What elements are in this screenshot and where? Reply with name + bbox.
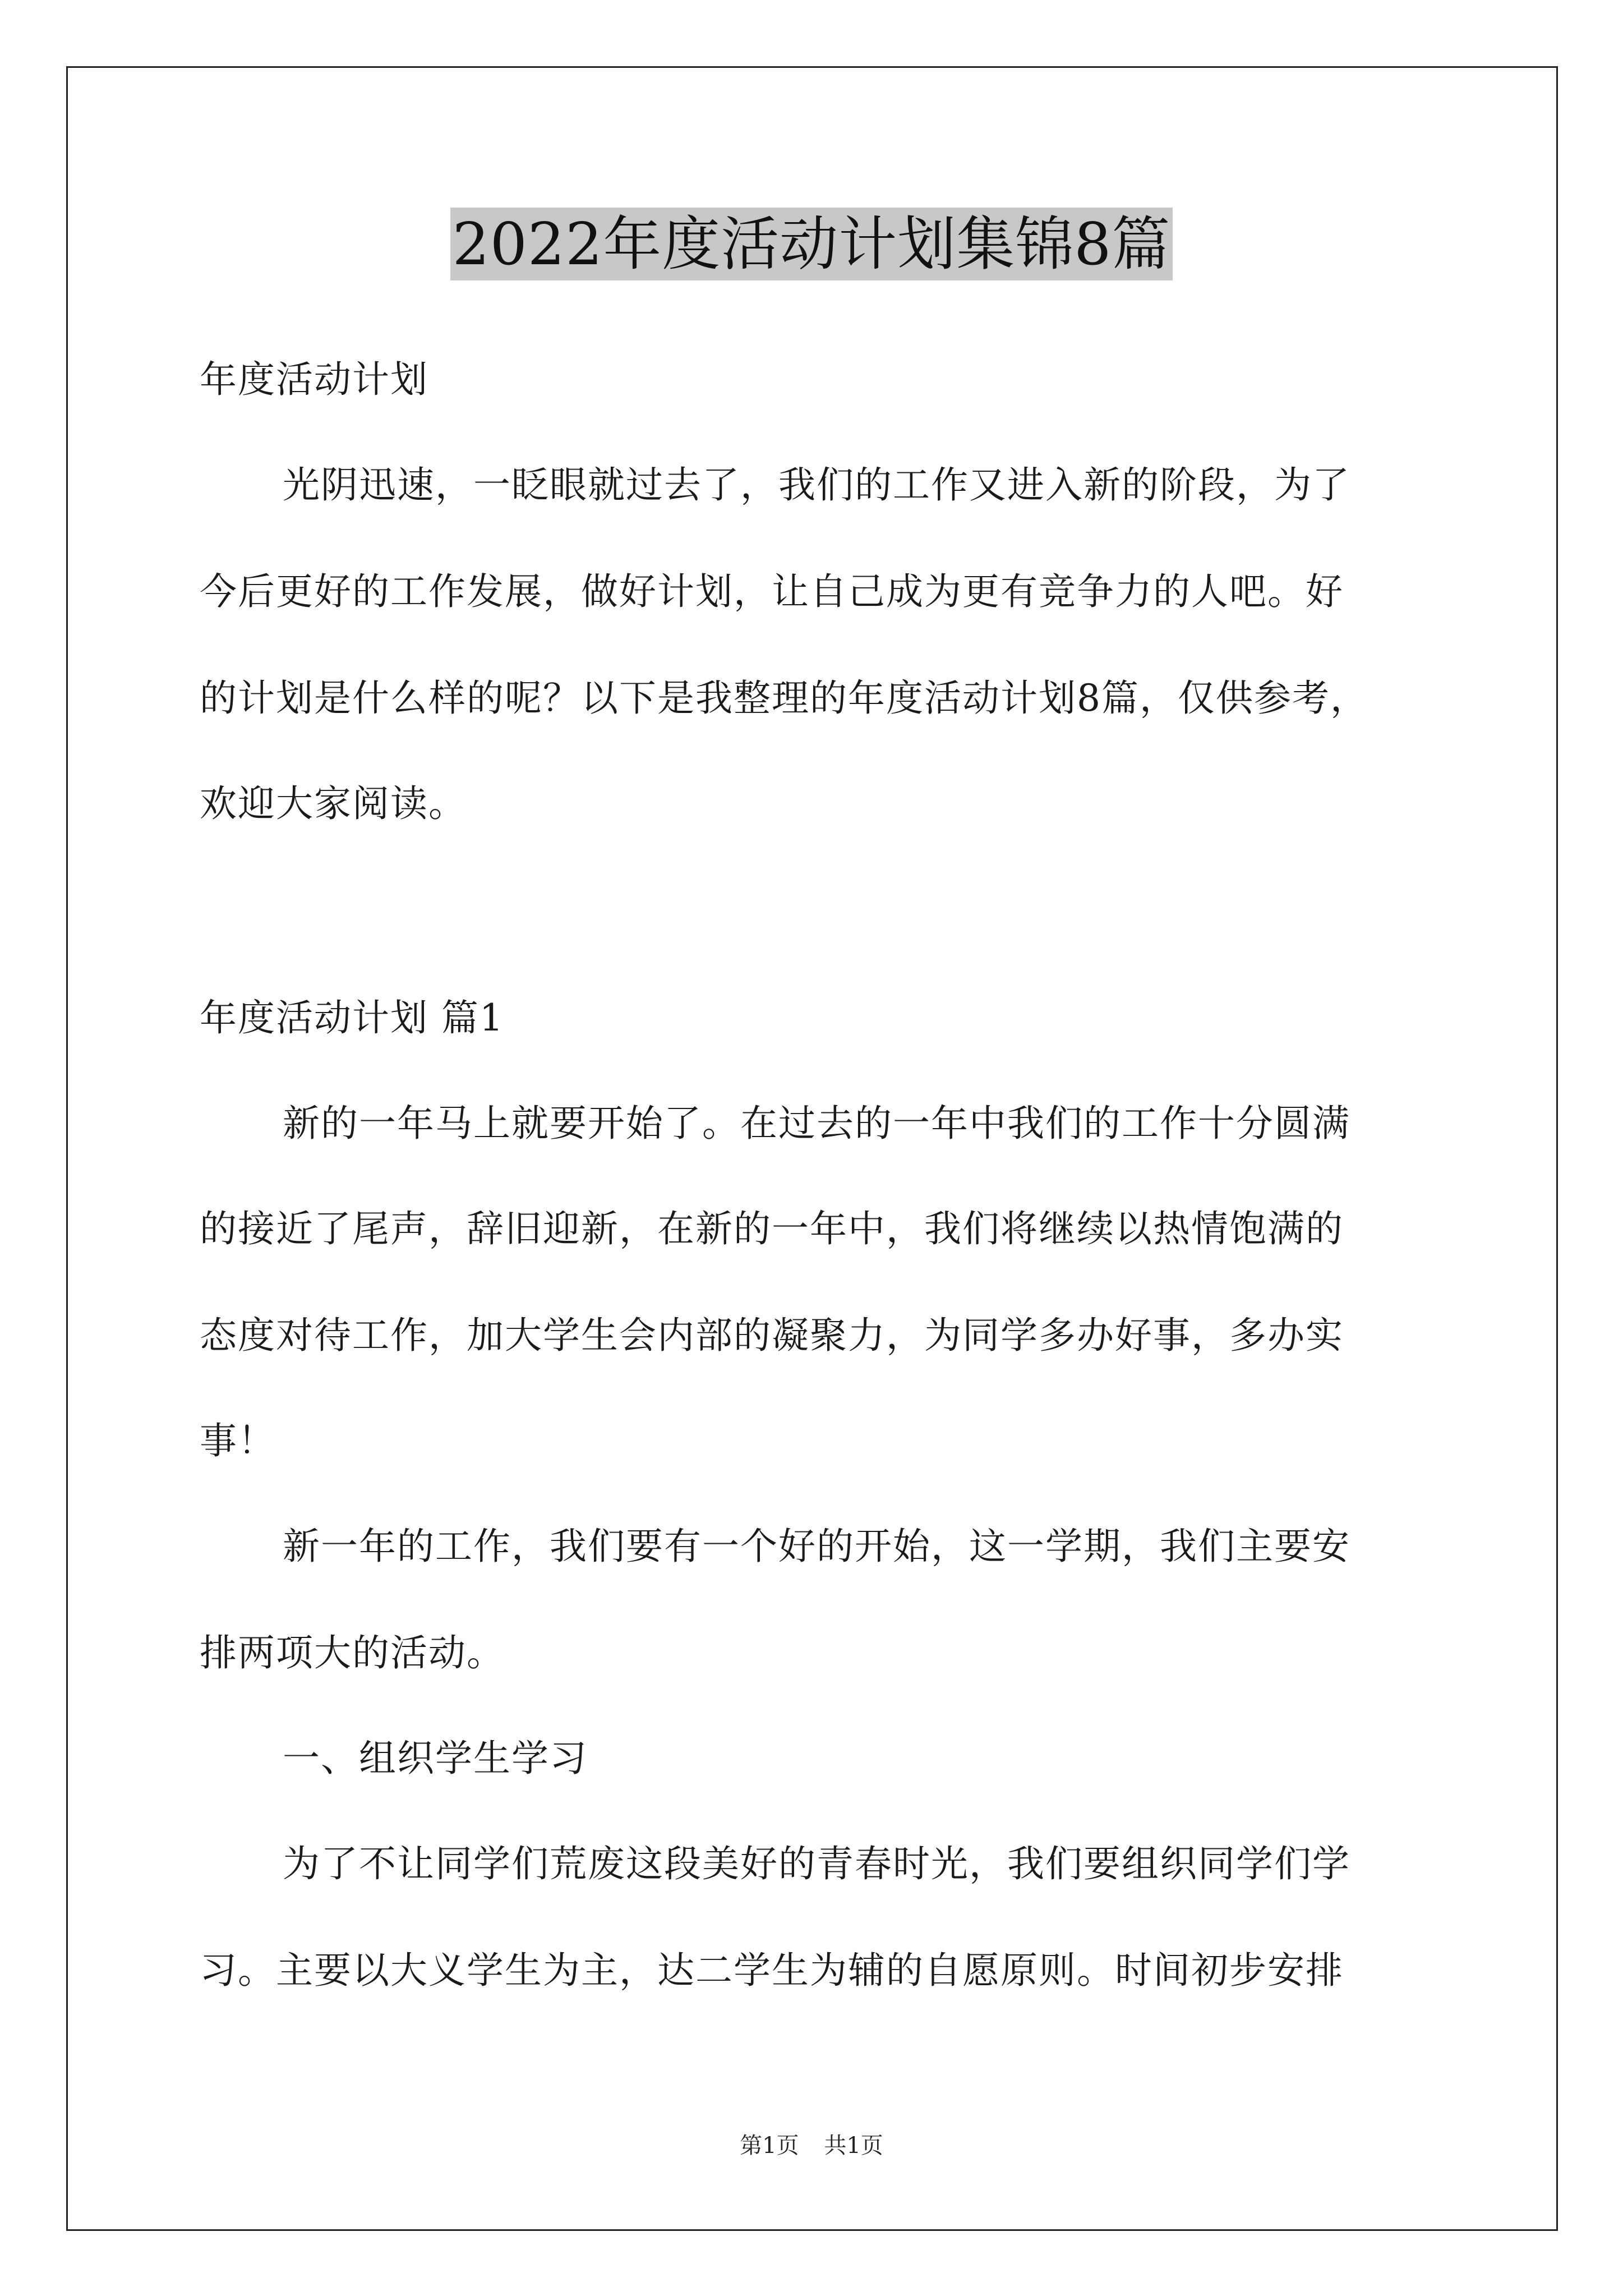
document-title: 2022年度活动计划集锦8篇 [450,208,1173,280]
body-line: 新的一年马上就要开始了。在过去的一年中我们的工作十分圆满 [283,1102,1350,1145]
body-line: 排两项大的活动。 [200,1631,505,1674]
body-line: 习。主要以大义学生为主，达二学生为辅的自愿原则。时间初步安排 [200,1949,1344,1992]
title-container [0,208,1623,280]
page-footer [0,2132,1623,2160]
subsection-heading: 一、组织学生学习 [283,1737,588,1780]
body-line: 的接近了尾声，辞旧迎新，在新的一年中，我们将继续以热情饱满的 [200,1207,1344,1250]
body-line: 新一年的工作，我们要有一个好的开始，这一学期，我们主要安 [283,1525,1350,1568]
body-line: 欢迎大家阅读。 [200,782,467,825]
body-line: 事！ [200,1419,276,1462]
section-heading: 年度活动计划 [200,358,428,401]
page-number: 第1页 [740,2133,799,2159]
body-line: 的计划是什么样的呢？以下是我整理的年度活动计划8篇，仅供参考， [200,677,1368,720]
section-heading: 年度活动计划 篇1 [200,996,504,1039]
body-line: 为了不让同学们荒废这段美好的青春时光，我们要组织同学们学 [283,1842,1350,1885]
body-line: 光阴迅速，一眨眼就过去了，我们的工作又进入新的阶段，为了 [283,463,1350,507]
body-line: 今后更好的工作发展，做好计划，让自己成为更有竞争力的人吧。好 [200,570,1344,613]
page-total: 共1页 [824,2133,883,2159]
body-line: 态度对待工作，加大学生会内部的凝聚力，为同学多办好事，多办实 [200,1314,1344,1357]
